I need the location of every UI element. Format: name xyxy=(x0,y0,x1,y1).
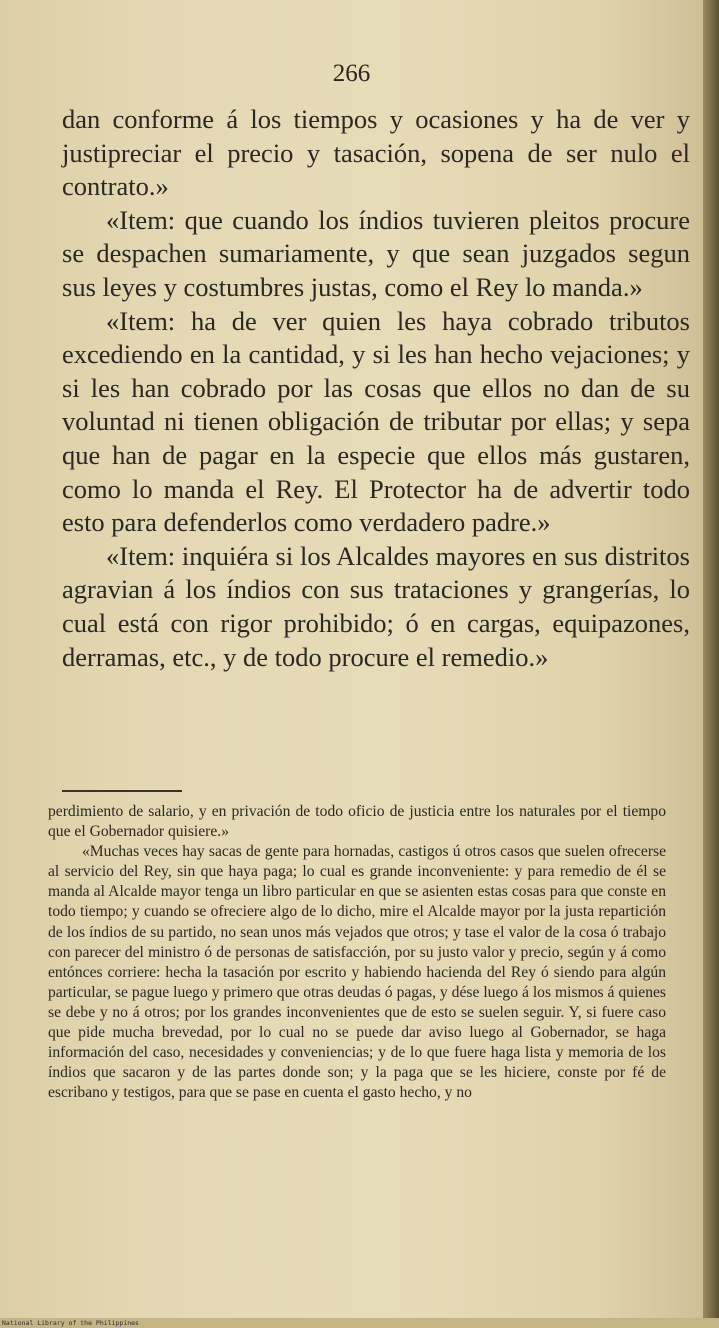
main-paragraph-3: «Item: ha de ver quien les haya cobrado tributos excediendo en la cantidad, y si les han hecho vejaciones; y si les han cobrado por las cosas que ellos no dan de su voluntad ni tienen obligación de tributar por ellas; y sepa que han de pagar en la especie que ellos más gustaren, como lo manda el Rey. El Protector ha de advertir todo esto para defenderlos como verdadero padre.» xyxy=(62,305,690,538)
page-edge-shadow xyxy=(703,0,719,1318)
main-text-block xyxy=(62,103,690,674)
main-paragraph-4: «Item: inquiéra si los Alcaldes mayores en sus distritos agravian á los índios con sus trataciones y grangerías, lo cual está con rigor prohibido; ó en cargas, equipazones, derramas, etc., y de todo procure el remedio.» xyxy=(62,540,690,672)
footnote-divider xyxy=(62,790,182,792)
library-watermark: National Library of the Philippines xyxy=(2,1319,139,1327)
footnote-paragraph-2: «Muchas veces hay sacas de gente para hornadas, castigos ú otros casos que suelen ofrecerse al servicio del Rey, sin que haya paga; lo cual es grande inconveniente: y para remedio de él se manda al Alcalde mayor tenga un libro particular en que se asienten estas cosas para que conste en todo tiempo; y cuando se ofreciere algo de lo dicho, mire el Alcalde mayor por la justa repartición de los índios de su partido, no sean unos más vejados que otros; y tase el valor de la cosa ó trabajo con parecer del ministro ó de personas de satisfacción, por su justo valor y precio, según y á como entónces corriere: hecha la tasación por escrito y habiendo hacienda del Rey ó siendo para algún particular, se pague luego y primero que otras deudas ó pagas, y dése luego á los mismos á quienes se debe y no á otros; por los grandes inconvenientes que de esto se suelen seguir. Y, si fuere caso que pide mucha brevedad, por lo cual no se puede dar aviso luego al Gobernador, se haga información del caso, necesidades y conveniencias; y de lo que fuere haga lista y memoria de los índios que sacaron y de las partes donde son; y la paga que se les hiciere, conste por fé de escribano y testigos, para que se pase en cuenta el gasto hecho, y no xyxy=(48,843,666,1102)
main-paragraph-1: dan conforme á los tiempos y ocasiones y ha de ver y justipreciar el precio y tasación, sopena de ser nulo el contrato.» xyxy=(62,104,690,202)
footnote-paragraph-1: perdimiento de salario, y en privación de todo oficio de justicia entre los naturales por el tiempo que el Gobernador quisiere.» xyxy=(48,803,666,841)
page-number: 266 xyxy=(332,60,371,87)
footnote-block xyxy=(48,802,666,1103)
main-paragraph-2: «Item: que cuando los índios tuvieren pleitos procure se despachen sumariamente, y que sean juzgados segun sus leyes y costumbres justas, como el Rey lo manda.» xyxy=(62,204,690,302)
